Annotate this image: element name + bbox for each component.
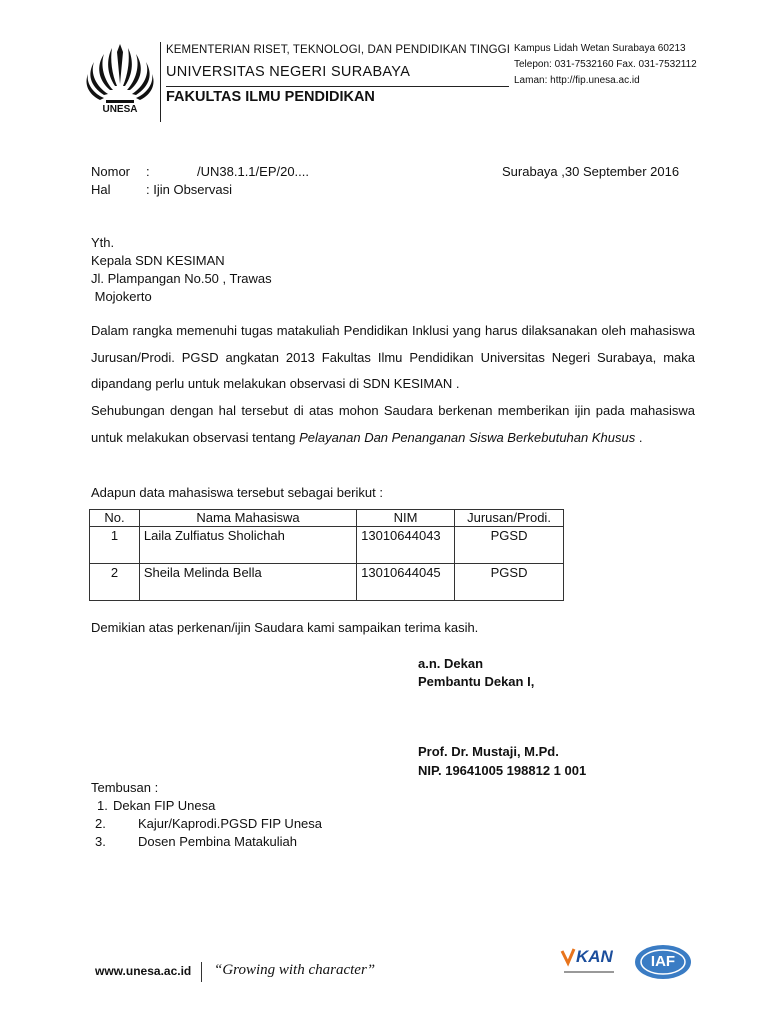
table-header: Jurusan/Prodi. <box>455 510 564 527</box>
cc-number: 3. <box>95 834 106 849</box>
table-header: Nama Mahasiswa <box>139 510 356 527</box>
sign-on-behalf: a.n. Dekan <box>418 656 484 671</box>
university-name: UNIVERSITAS NEGERI SURABAYA <box>166 64 411 80</box>
signatory-nip: NIP. 19641005 198812 1 001 <box>418 763 587 778</box>
signatory-name: Prof. Dr. Mustaji, M.Pd. <box>418 744 559 759</box>
footer-divider <box>201 962 202 982</box>
header-divider <box>160 42 161 122</box>
nomor-value: /UN38.1.1/EP/20.... <box>197 164 310 179</box>
iaf-logo <box>633 943 693 981</box>
table-intro: Adapun data mahasiswa tersebut sebagai berikut : <box>91 485 383 500</box>
contact-address: Kampus Lidah Wetan Surabaya 60213 <box>514 43 686 54</box>
kan-logo-text: KAN <box>576 947 613 966</box>
contact-web: Laman: http://fip.unesa.ac.id <box>514 75 640 86</box>
table-cell: Laila Zulfiatus Sholichah <box>139 527 356 564</box>
body-paragraph-1 <box>91 318 695 398</box>
paragraph-text: . <box>635 429 643 445</box>
recipient-line: Kepala SDN KESIMAN <box>91 253 225 268</box>
table-cell: 2 <box>90 564 140 601</box>
table-cell: 13010644043 <box>357 527 455 564</box>
hal-label: Hal <box>91 182 111 197</box>
table-cell: 1 <box>90 527 140 564</box>
closing-sentence: Demikian atas perkenan/ijin Saudara kami sampaikan terima kasih. <box>91 620 479 635</box>
ministry-name: KEMENTERIAN RISET, TEKNOLOGI, DAN PENDIDIKAN TINGGI <box>166 44 510 56</box>
hal-value: : Ijin Observasi <box>146 182 232 197</box>
nomor-label: Nomor <box>91 164 131 179</box>
table-header: NIM <box>357 510 455 527</box>
contact-phone: Telepon: 031-7532160 Fax. 031-7532112 <box>514 59 697 70</box>
table-cell: PGSD <box>455 527 564 564</box>
footer-website: www.unesa.ac.id <box>95 964 192 978</box>
unesa-logo <box>82 40 158 122</box>
cc-number: 1. <box>97 798 108 813</box>
cc-title: Tembusan : <box>91 780 159 795</box>
recipient-line: Yth. <box>91 235 115 250</box>
cc-item: Dekan FIP Unesa <box>113 798 216 813</box>
cc-number: 2. <box>95 816 106 831</box>
table-header-row <box>90 510 564 527</box>
kan-logo <box>560 945 620 979</box>
cc-item: Kajur/Kaprodi.PGSD FIP Unesa <box>138 816 323 831</box>
student-table <box>89 509 564 601</box>
nomor-separator: : <box>146 164 150 179</box>
logo-text: UNESA <box>102 104 138 115</box>
table-cell: PGSD <box>455 564 564 601</box>
table-header: No. <box>90 510 140 527</box>
table-row <box>90 564 564 601</box>
paragraph-text: Sehubungan dengan hal tersebut di atas mohon Saudara berkenan memberikan ijin pada mahasiswa untuk melakukan observasi tentang <box>91 403 695 445</box>
footer-slogan: “Growing with character” <box>214 962 376 978</box>
recipient-line: Jl. Plampangan No.50 , Trawas <box>91 271 272 286</box>
table-cell: Sheila Melinda Bella <box>139 564 356 601</box>
iaf-logo-text: IAF <box>650 953 676 970</box>
paragraph-text: Dalam rangka memenuhi tugas matakuliah Pendidikan Inklusi yang harus dilaksanakan oleh mahasiswa Jurusan/Prodi. PGSD angkatan 2013 Fakultas Ilmu Pendidikan Universitas Negeri Surabaya, maka dipandang perlu untuk melakukan observasi di SDN KESIMAN . <box>91 323 695 391</box>
table-cell: 13010644045 <box>357 564 455 601</box>
recipient-line: Mojokerto <box>91 289 152 304</box>
table-row <box>90 527 564 564</box>
letter-date: Surabaya ,30 September 2016 <box>502 164 680 179</box>
body-paragraph-2 <box>91 398 695 451</box>
sign-role: Pembantu Dekan I, <box>418 674 535 689</box>
cc-item: Dosen Pembina Matakuliah <box>138 834 297 849</box>
observation-topic: Pelayanan Dan Penanganan Siswa Berkebutuhan Khusus <box>299 429 636 445</box>
header-rule <box>166 86 509 87</box>
faculty-name: FAKULTAS ILMU PENDIDIKAN <box>166 89 375 105</box>
